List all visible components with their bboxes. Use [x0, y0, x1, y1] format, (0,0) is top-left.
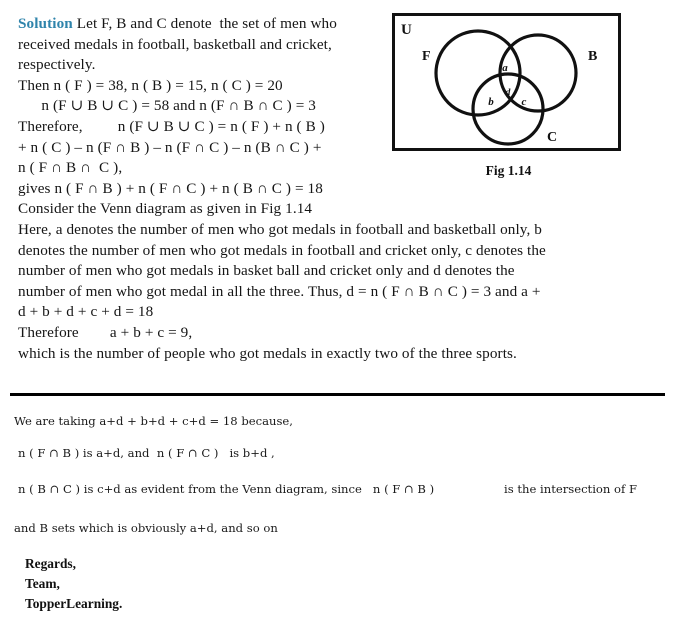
region-label-d: d — [505, 88, 511, 98]
region-label-a: a — [502, 62, 508, 74]
solution-line-16: Therefore a + b + c = 9, — [18, 323, 193, 341]
solution-line-17: which is the number of people who got medals in exactly two of the three sports. — [18, 344, 517, 362]
region-label-b: b — [488, 96, 494, 108]
label-universal-set: U — [401, 22, 412, 38]
label-set-b: B — [588, 49, 598, 64]
note-line-2: n ( F ∩ B ) is a+d, and n ( F ∩ C ) is b+d , — [18, 446, 275, 460]
solution-line-7: + n ( C ) – n (F ∩ B ) – n (F ∩ C ) – n (B ∩ C ) + — [18, 138, 322, 156]
solution-line-9: gives n ( F ∩ B ) + n ( F ∩ C ) + n ( B ∩ C ) = 18 — [18, 179, 323, 197]
solution-line-13: number of men who got medals in basket ball and cricket only and d denotes the — [18, 262, 515, 280]
solution-keyword: Solution — [18, 15, 73, 32]
solution-line-10: Consider the Venn diagram as given in Fig 1.14 — [18, 200, 313, 218]
solution-line-15: d + b + d + c + d = 18 — [18, 303, 154, 321]
solution-line-12: denotes the number of men who got medals in football and cricket only, c denotes the — [18, 241, 546, 259]
note-line-1: We are taking a+d + b+d + c+d = 18 because, — [14, 414, 293, 428]
solution-line-4: Then n ( F ) = 38, n ( B ) = 15, n ( C ) = 20 — [18, 76, 283, 94]
figure-caption: Fig 1.14 — [485, 163, 532, 178]
solution-line-2: received medals in football, basketball and cricket, — [18, 35, 332, 53]
venn-diagram-svg — [392, 13, 621, 151]
venn-diagram-figure — [392, 13, 625, 155]
solution-line-11: Here, a denotes the number of men who got medals in football and basketball only, b — [18, 220, 542, 238]
solution-line-6: Therefore, n (F ∪ B ∪ C ) = n ( F ) + n ( B ) — [18, 117, 325, 135]
region-label-c: c — [521, 96, 527, 108]
solution-line-8: n ( F ∩ B ∩ C ), — [18, 159, 123, 177]
section-divider — [10, 393, 665, 396]
solution-line-14: number of men who got medal in all the three. Thus, d = n ( F ∩ B ∩ C ) = 3 and a + — [18, 282, 541, 300]
signoff-team: Team, — [25, 576, 60, 591]
label-set-f: F — [422, 49, 431, 64]
explanation-note-block — [0, 404, 680, 620]
signoff-brand: TopperLearning. — [25, 596, 123, 611]
label-set-c: C — [547, 130, 558, 145]
note-line-3-continuation: is the intersection of F — [504, 482, 638, 496]
note-line-3: n ( B ∩ C ) is c+d as evident from the Venn diagram, since n ( F ∩ B ) — [18, 482, 435, 496]
solution-line-5: n (F ∪ B ∪ C ) = 58 and n (F ∩ B ∩ C ) = 3 — [18, 97, 316, 115]
solution-line-1-text: Let F, B and C denote the set of men who — [72, 15, 337, 32]
signoff-regards: Regards, — [25, 556, 76, 571]
solution-line-3: respectively. — [18, 56, 96, 74]
solution-line-1 — [18, 14, 396, 35]
note-line-4: and B sets which is obviously a+d, and so on — [14, 521, 278, 535]
